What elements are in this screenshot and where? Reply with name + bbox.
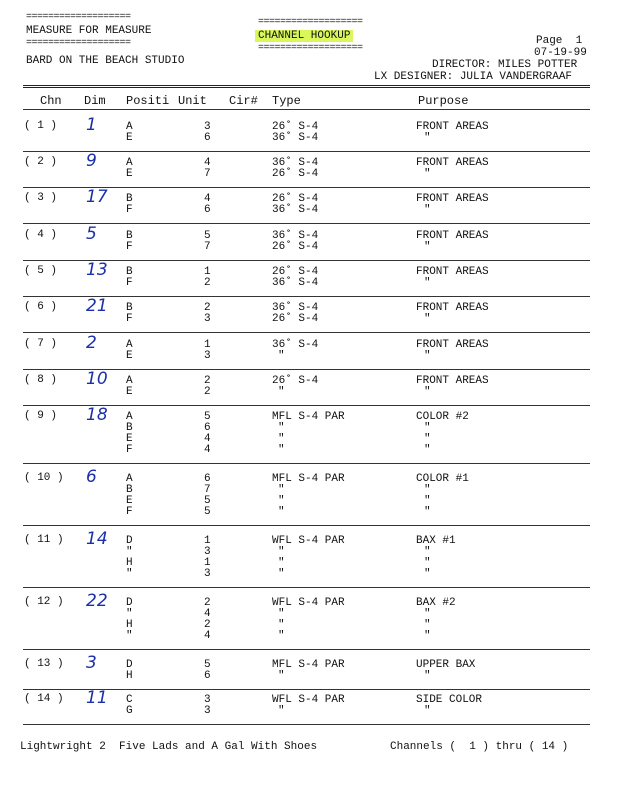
purpose: FRONT AREAS	[416, 157, 489, 169]
purpose: "	[424, 168, 431, 180]
instrument-type: MFL S-4 PAR	[272, 411, 345, 423]
position: E	[126, 495, 133, 507]
purpose: FRONT AREAS	[416, 266, 489, 278]
position: B	[126, 266, 133, 278]
instrument-type: 26˚ S-4	[272, 241, 319, 253]
purpose: "	[424, 619, 431, 631]
unit: 4	[204, 157, 211, 169]
unit: 2	[204, 597, 211, 609]
instrument-type: 26˚ S-4	[272, 266, 319, 278]
position: A	[126, 121, 133, 133]
purpose: FRONT AREAS	[416, 121, 489, 133]
channel-number: ( 13 )	[24, 658, 64, 670]
instrument-type: 36˚ S-4	[272, 277, 319, 289]
purpose: "	[424, 433, 431, 445]
purpose: COLOR #1	[416, 473, 469, 485]
report-date: 07-19-99	[534, 47, 587, 59]
position: D	[126, 659, 133, 671]
show-title: MEASURE FOR MEASURE	[26, 25, 152, 37]
instrument-type: 36˚ S-4	[272, 339, 319, 351]
channel-number: ( 5 )	[24, 265, 58, 277]
dimmer-handwritten: 1	[86, 115, 97, 135]
director: DIRECTOR: MILES POTTER	[432, 59, 578, 71]
dimmer-handwritten: 13	[86, 260, 108, 280]
instrument-type: 36˚ S-4	[272, 302, 319, 314]
unit: 3	[204, 705, 211, 717]
position: B	[126, 422, 133, 434]
title-top-border: ===================	[26, 12, 131, 23]
unit: 4	[204, 608, 211, 620]
instrument-type: "	[278, 557, 285, 569]
position: F	[126, 313, 133, 325]
header-rule	[23, 109, 590, 110]
purpose: FRONT AREAS	[416, 302, 489, 314]
dimmer-handwritten: 22	[86, 591, 108, 611]
position: H	[126, 619, 133, 631]
dimmer-handwritten: 17	[86, 187, 108, 207]
position: A	[126, 157, 133, 169]
channel-number: ( 8 )	[24, 374, 58, 386]
instrument-type: "	[278, 630, 285, 642]
instrument-type: "	[278, 433, 285, 445]
unit: 2	[204, 302, 211, 314]
position: F	[126, 444, 133, 456]
unit: 4	[204, 193, 211, 205]
position: "	[126, 568, 133, 580]
unit: 5	[204, 506, 211, 518]
unit: 6	[204, 670, 211, 682]
purpose: "	[424, 670, 431, 682]
purpose: "	[424, 546, 431, 558]
row-divider	[23, 525, 590, 526]
venue: BARD ON THE BEACH STUDIO	[26, 55, 185, 67]
purpose: BAX #1	[416, 535, 456, 547]
report-title	[255, 30, 353, 42]
col-position: Positi	[126, 94, 170, 108]
instrument-type: "	[278, 568, 285, 580]
row-divider	[23, 151, 590, 152]
unit: 2	[204, 386, 211, 398]
purpose: "	[424, 608, 431, 620]
unit: 5	[204, 659, 211, 671]
instrument-type: 26˚ S-4	[272, 193, 319, 205]
purpose: "	[424, 495, 431, 507]
row-divider	[23, 463, 590, 464]
position: F	[126, 204, 133, 216]
unit: 5	[204, 495, 211, 507]
instrument-type: 26˚ S-4	[272, 375, 319, 387]
page-number: Page 1	[536, 35, 583, 47]
unit: 4	[204, 630, 211, 642]
row-divider	[23, 332, 590, 333]
purpose: FRONT AREAS	[416, 193, 489, 205]
row-divider	[23, 689, 590, 690]
report-title-highlight: CHANNEL HOOKUP	[255, 30, 353, 42]
unit: 7	[204, 484, 211, 496]
title-bottom-border: ===================	[26, 38, 131, 49]
unit: 7	[204, 168, 211, 180]
channel-number: ( 10 )	[24, 472, 64, 484]
position: G	[126, 705, 133, 717]
dimmer-handwritten: 21	[86, 296, 108, 316]
channel-number: ( 2 )	[24, 156, 58, 168]
instrument-type: "	[278, 619, 285, 631]
purpose: "	[424, 241, 431, 253]
position: H	[126, 670, 133, 682]
row-divider	[23, 187, 590, 188]
footer-channel-range: Channels ( 1 ) thru ( 14 )	[390, 741, 569, 753]
lx-designer: LX DESIGNER: JULIA VANDERGRAAF	[374, 71, 573, 83]
purpose: FRONT AREAS	[416, 230, 489, 242]
instrument-type: "	[278, 506, 285, 518]
position: B	[126, 302, 133, 314]
dimmer-handwritten: 2	[86, 333, 97, 353]
channel-number: ( 6 )	[24, 301, 58, 313]
position: F	[126, 506, 133, 518]
position: E	[126, 350, 133, 362]
channel-number: ( 3 )	[24, 192, 58, 204]
position: C	[126, 694, 133, 706]
unit: 5	[204, 411, 211, 423]
dimmer-handwritten: 9	[86, 151, 97, 171]
instrument-type: "	[278, 670, 285, 682]
unit: 1	[204, 557, 211, 569]
dimmer-handwritten: 5	[86, 224, 97, 244]
col-chn: Chn	[40, 94, 62, 108]
purpose: "	[424, 313, 431, 325]
purpose: "	[424, 277, 431, 289]
instrument-type: "	[278, 495, 285, 507]
position: F	[126, 277, 133, 289]
unit: 6	[204, 473, 211, 485]
position: H	[126, 557, 133, 569]
position: E	[126, 433, 133, 445]
unit: 6	[204, 422, 211, 434]
channel-number: ( 12 )	[24, 596, 64, 608]
instrument-type: 26˚ S-4	[272, 313, 319, 325]
position: A	[126, 375, 133, 387]
dimmer-handwritten: 14	[86, 529, 108, 549]
row-divider	[23, 260, 590, 261]
unit: 2	[204, 375, 211, 387]
purpose: "	[424, 705, 431, 717]
instrument-type: "	[278, 608, 285, 620]
unit: 3	[204, 121, 211, 133]
row-divider	[23, 587, 590, 588]
instrument-type: WFL S-4 PAR	[272, 694, 345, 706]
purpose: "	[424, 630, 431, 642]
position: "	[126, 546, 133, 558]
purpose: "	[424, 557, 431, 569]
row-divider	[23, 649, 590, 650]
position: D	[126, 597, 133, 609]
instrument-type: "	[278, 444, 285, 456]
purpose: "	[424, 204, 431, 216]
purpose: "	[424, 132, 431, 144]
report-top-border: ===================	[258, 17, 363, 28]
unit: 3	[204, 313, 211, 325]
col-unit: Unit	[178, 94, 207, 108]
channel-number: ( 9 )	[24, 410, 58, 422]
col-dim: Dim	[84, 94, 106, 108]
instrument-type: "	[278, 350, 285, 362]
instrument-type: "	[278, 484, 285, 496]
col-type: Type	[272, 94, 301, 108]
unit: 2	[204, 277, 211, 289]
purpose: UPPER BAX	[416, 659, 476, 671]
dimmer-handwritten: 3	[86, 653, 97, 673]
position: E	[126, 386, 133, 398]
row-divider	[23, 296, 590, 297]
position: "	[126, 608, 133, 620]
unit: 4	[204, 433, 211, 445]
purpose: BAX #2	[416, 597, 456, 609]
instrument-type: WFL S-4 PAR	[272, 535, 345, 547]
unit: 2	[204, 619, 211, 631]
unit: 1	[204, 339, 211, 351]
unit: 6	[204, 132, 211, 144]
unit: 7	[204, 241, 211, 253]
footer-software: Lightwright 2 Five Lads and A Gal With Shoes	[20, 741, 318, 753]
purpose: "	[424, 350, 431, 362]
row-divider	[23, 223, 590, 224]
dimmer-handwritten: 11	[86, 688, 108, 708]
report-bottom-border: ===================	[258, 43, 363, 54]
row-divider	[23, 724, 590, 725]
instrument-type: 36˚ S-4	[272, 132, 319, 144]
purpose: "	[424, 568, 431, 580]
unit: 4	[204, 444, 211, 456]
instrument-type: "	[278, 422, 285, 434]
channel-number: ( 14 )	[24, 693, 64, 705]
instrument-type: 36˚ S-4	[272, 157, 319, 169]
purpose: "	[424, 444, 431, 456]
row-divider	[23, 369, 590, 370]
header-double-rule	[23, 85, 590, 88]
channel-number: ( 7 )	[24, 338, 58, 350]
col-purpose: Purpose	[418, 94, 469, 108]
instrument-type: 26˚ S-4	[272, 168, 319, 180]
dimmer-handwritten: 10	[86, 369, 108, 389]
unit: 3	[204, 568, 211, 580]
instrument-type: MFL S-4 PAR	[272, 659, 345, 671]
channel-number: ( 11 )	[24, 534, 64, 546]
dimmer-handwritten: 6	[86, 467, 97, 487]
instrument-type: 26˚ S-4	[272, 121, 319, 133]
purpose: "	[424, 506, 431, 518]
instrument-type: MFL S-4 PAR	[272, 473, 345, 485]
position: B	[126, 193, 133, 205]
position: B	[126, 484, 133, 496]
position: E	[126, 168, 133, 180]
purpose: "	[424, 422, 431, 434]
purpose: FRONT AREAS	[416, 339, 489, 351]
position: D	[126, 535, 133, 547]
position: "	[126, 630, 133, 642]
row-divider	[23, 405, 590, 406]
unit: 1	[204, 266, 211, 278]
position: A	[126, 411, 133, 423]
unit: 3	[204, 694, 211, 706]
position: A	[126, 473, 133, 485]
position: F	[126, 241, 133, 253]
instrument-type: "	[278, 546, 285, 558]
unit: 1	[204, 535, 211, 547]
unit: 6	[204, 204, 211, 216]
unit: 3	[204, 546, 211, 558]
instrument-type: "	[278, 705, 285, 717]
dimmer-handwritten: 18	[86, 405, 108, 425]
position: A	[126, 339, 133, 351]
instrument-type: "	[278, 386, 285, 398]
purpose: COLOR #2	[416, 411, 469, 423]
col-circuit: Cir#	[229, 94, 258, 108]
channel-number: ( 4 )	[24, 229, 58, 241]
purpose: FRONT AREAS	[416, 375, 489, 387]
purpose: SIDE COLOR	[416, 694, 483, 706]
purpose: "	[424, 386, 431, 398]
position: E	[126, 132, 133, 144]
instrument-type: 36˚ S-4	[272, 204, 319, 216]
purpose: "	[424, 484, 431, 496]
channel-number: ( 1 )	[24, 120, 58, 132]
unit: 5	[204, 230, 211, 242]
instrument-type: 36˚ S-4	[272, 230, 319, 242]
position: B	[126, 230, 133, 242]
instrument-type: WFL S-4 PAR	[272, 597, 345, 609]
unit: 3	[204, 350, 211, 362]
